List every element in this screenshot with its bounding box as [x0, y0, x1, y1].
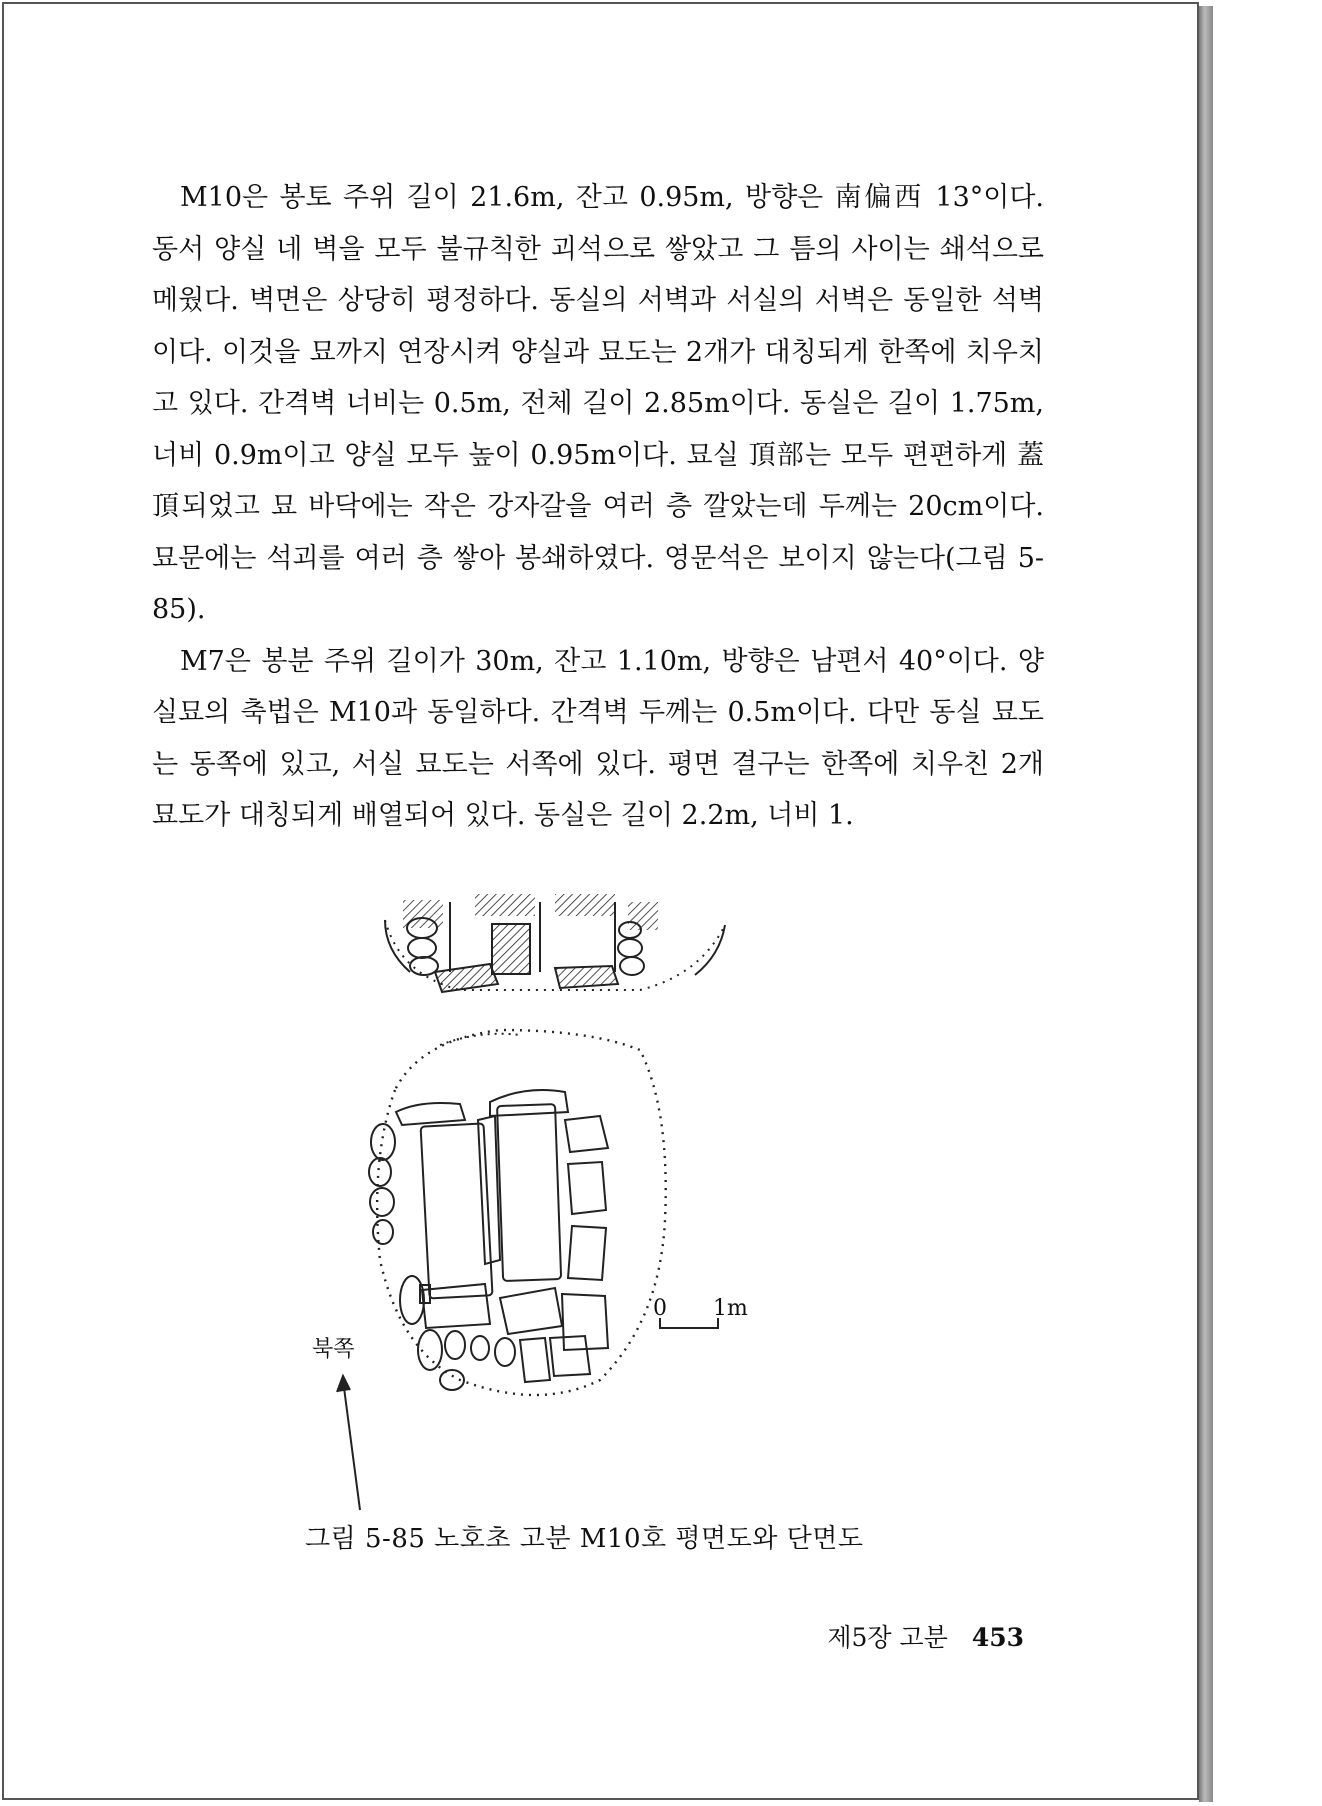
- section-drawing: [385, 894, 725, 992]
- tomb-plan-and-section-drawing: [312, 880, 880, 1520]
- page-footer: [827, 1618, 1024, 1654]
- chapter-label: 제5장 고분: [827, 1623, 948, 1652]
- page-number: 453: [971, 1623, 1024, 1652]
- figure-caption: 그림 5-85 노호초 고분 M10호 평면도와 단면도: [305, 1524, 864, 1554]
- north-label: 북쪽: [312, 1337, 355, 1362]
- plan-drawing: [369, 1030, 666, 1395]
- page-gutter: [1213, 0, 1322, 1806]
- paragraph-m10: M10은 봉토 주위 길이 21.6m, 잔고 0.95m, 방향은 南偏西 13°이다. 동서 양실 네 벽을 모두 불규칙한 괴석으로 쌓았고 그 틈의 사이는 쇄석으로 메웠다. 벽면은 상당히 평정하다. 동실의 서벽과 서실의 서벽은 동일한 석벽이다. 이것을 묘까지 연장시켜 양실과 묘도는 2개가 대칭되게 한쪽에 치우치고 있다. 간격벽 너비는 0.5m, 전체 길이 2.85m이다. 동실은 길이 1.75m, 너비 0.9m이고 양실 모두 높이 0.95m이다. 묘실 頂部는 모두 편편하게 蓋頂되었고 묘 바닥에는 작은 강자갈을 여러 층 깔았는데 두께는 20cm이다. 묘문에는 석괴를 여러 층 쌓아 봉쇄하였다. 영문석은 보이지 않는다(그림 5-85).: [152, 182, 1044, 625]
- scale-bar: [660, 1318, 718, 1328]
- scale-zero-label: 0: [653, 1296, 667, 1321]
- paragraph-m7: M7은 봉분 주위 길이가 30m, 잔고 1.10m, 방향은 남편서 40°이다. 양실묘의 축법은 M10과 동일하다. 간격벽 두께는 0.5m이다. 다만 동실 묘도는 동쪽에 있고, 서실 묘도는 서쪽에 있다. 평면 결구는 한쪽에 치우친 2개 묘도가 대칭되게 배열되어 있다. 동실은 길이 2.2m, 너비 1.: [152, 645, 1044, 831]
- book-spine-edge: [1199, 6, 1213, 1802]
- north-arrow: [337, 1376, 360, 1510]
- body-text: [152, 172, 1044, 842]
- scale-max-label: 1m: [713, 1296, 748, 1321]
